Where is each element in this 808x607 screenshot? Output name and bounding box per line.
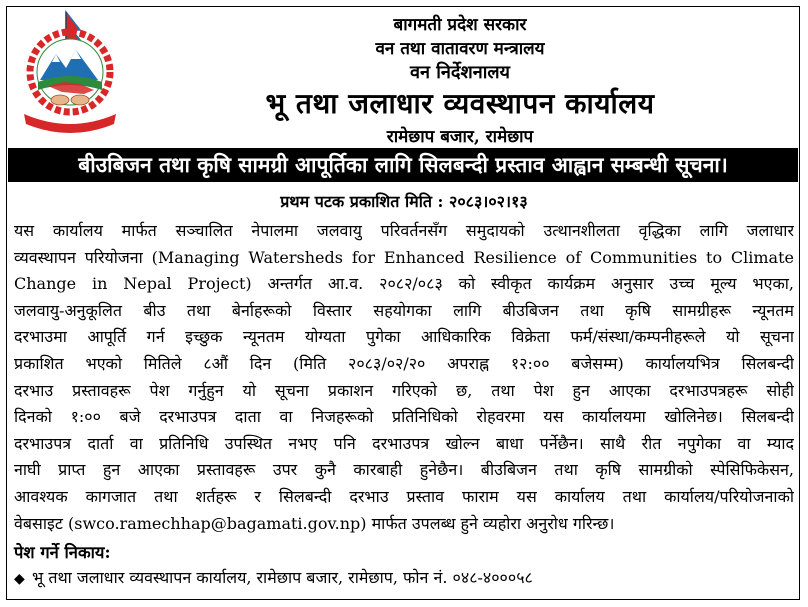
submitting-body-heading: पेश गर्ने निकाय: [14, 543, 111, 562]
body-line: व्यवस्थापन परियोजना (Managing Watersheds for Enhanced Resilience of Communities to Climate [14, 247, 794, 267]
ministry-name: वन तथा वातावरण मन्त्रालय [375, 39, 545, 59]
notice-body [14, 218, 794, 537]
body-line: नाघी प्राप्त हुन आएका प्रस्तावहरू उपर कुनै कारबाही हुनेछैन। बीउबिजन तथा कृषि सामग्रीको स्पेसिफिकेसन, [14, 460, 794, 480]
publish-date: प्रथम पटक प्रकाशित मिति : २०८३।०२।१३ [280, 192, 528, 211]
body-line: दिनको १:०० बजे दरभाउपत्र दाता वा निजहरूको प्रतिनिधिको रोहवरमा यस कार्यालयमा खोलिनेछ। सिलबन्दी [14, 407, 794, 427]
body-line: आवश्यक कागजात तथा शर्तहरू र सिलबन्दी दरभाउ प्रस्ताव फाराम यस कार्यालय तथा कार्यालय/परियोजनाको [14, 486, 794, 506]
bullet-diamond-icon: ◆ [14, 571, 25, 587]
office-location: रामेछाप बजार, रामेछाप [386, 127, 534, 147]
address-text: भू तथा जलाधार व्यवस्थापन कार्यालय, रामेछाप बजार, रामेछाप, फोन नं. ०४८-४०००५८ [32, 568, 533, 587]
body-line: दरभाउपत्र दार्ता वा प्रतिनिधि उपस्थित नभए पनि दरभाउपत्र खोल्न बाधा पर्नेछैन। साथै रीत नपुगेका वा म्याद [14, 433, 794, 453]
body-line: दरभाउमा आपूर्ति गर्न इच्छुक न्यूनतम योग्यता पुगेका आधिकारिक विक्रेता फर्म/संस्था/कम्पनीहरूले यो सूचना [14, 327, 794, 347]
nepal-emblem-icon [14, 10, 126, 136]
svg-text:बागमती प्रदेश सरकार [45, 109, 95, 124]
office-name: भू तथा जलाधार व्यवस्थापन कार्यालय [265, 87, 655, 120]
body-line: जलवायु-अनुकूलित बीउ तथा बेर्नाहरूको विस्तार सहयोगका लागि बीउबिजन तथा कृषि सामग्रीहरू न्यूनतम [14, 300, 794, 320]
province-government: बागमती प्रदेश सरकार [393, 15, 527, 35]
body-line: दरभाउ प्रस्तावहरू पेश गर्नुहुन यो सूचना प्रकाशन गरिएको छ, तथा पेश हुन आएका दरभाउपत्रहरू सोही [14, 380, 794, 400]
body-line: Change in Nepal Project) अन्तर्गत आ.व. २०८२/०८३ को स्वीकृत कार्यक्रम अनुसार उच्च मूल्य भएका, [14, 274, 794, 294]
directorate-name: वन निर्देशनालय [409, 62, 510, 83]
submitting-body-address [14, 566, 533, 588]
body-line: यस कार्यालय मार्फत सञ्चालित नेपालमा जलवायु परिवर्तनसँग समुदायको उत्थानशीलता वृद्धिका लागि जलाधार [14, 221, 794, 240]
body-line: वेबसाइट (swco.ramechhap@bagamati.gov.np) मार्फत उपलब्ध हुने व्यहोरा अनुरोध गरिन्छ। [14, 513, 615, 533]
emblem-ribbon-text: बागमती प्रदेश सरकार [45, 109, 95, 125]
body-line: प्रकाशित भएको मितिले ८औं दिन (मिति २०८३/०२/२० अपराह्न १२:०० बजेसम्म) कार्यालयभित्र सिलबन्दी [14, 353, 794, 373]
notice-title-banner: बीउबिजन तथा कृषि सामग्री आपूर्तिका लागि सिलबन्दी प्रस्ताव आह्वान सम्बन्धी सूचना। [8, 148, 798, 182]
